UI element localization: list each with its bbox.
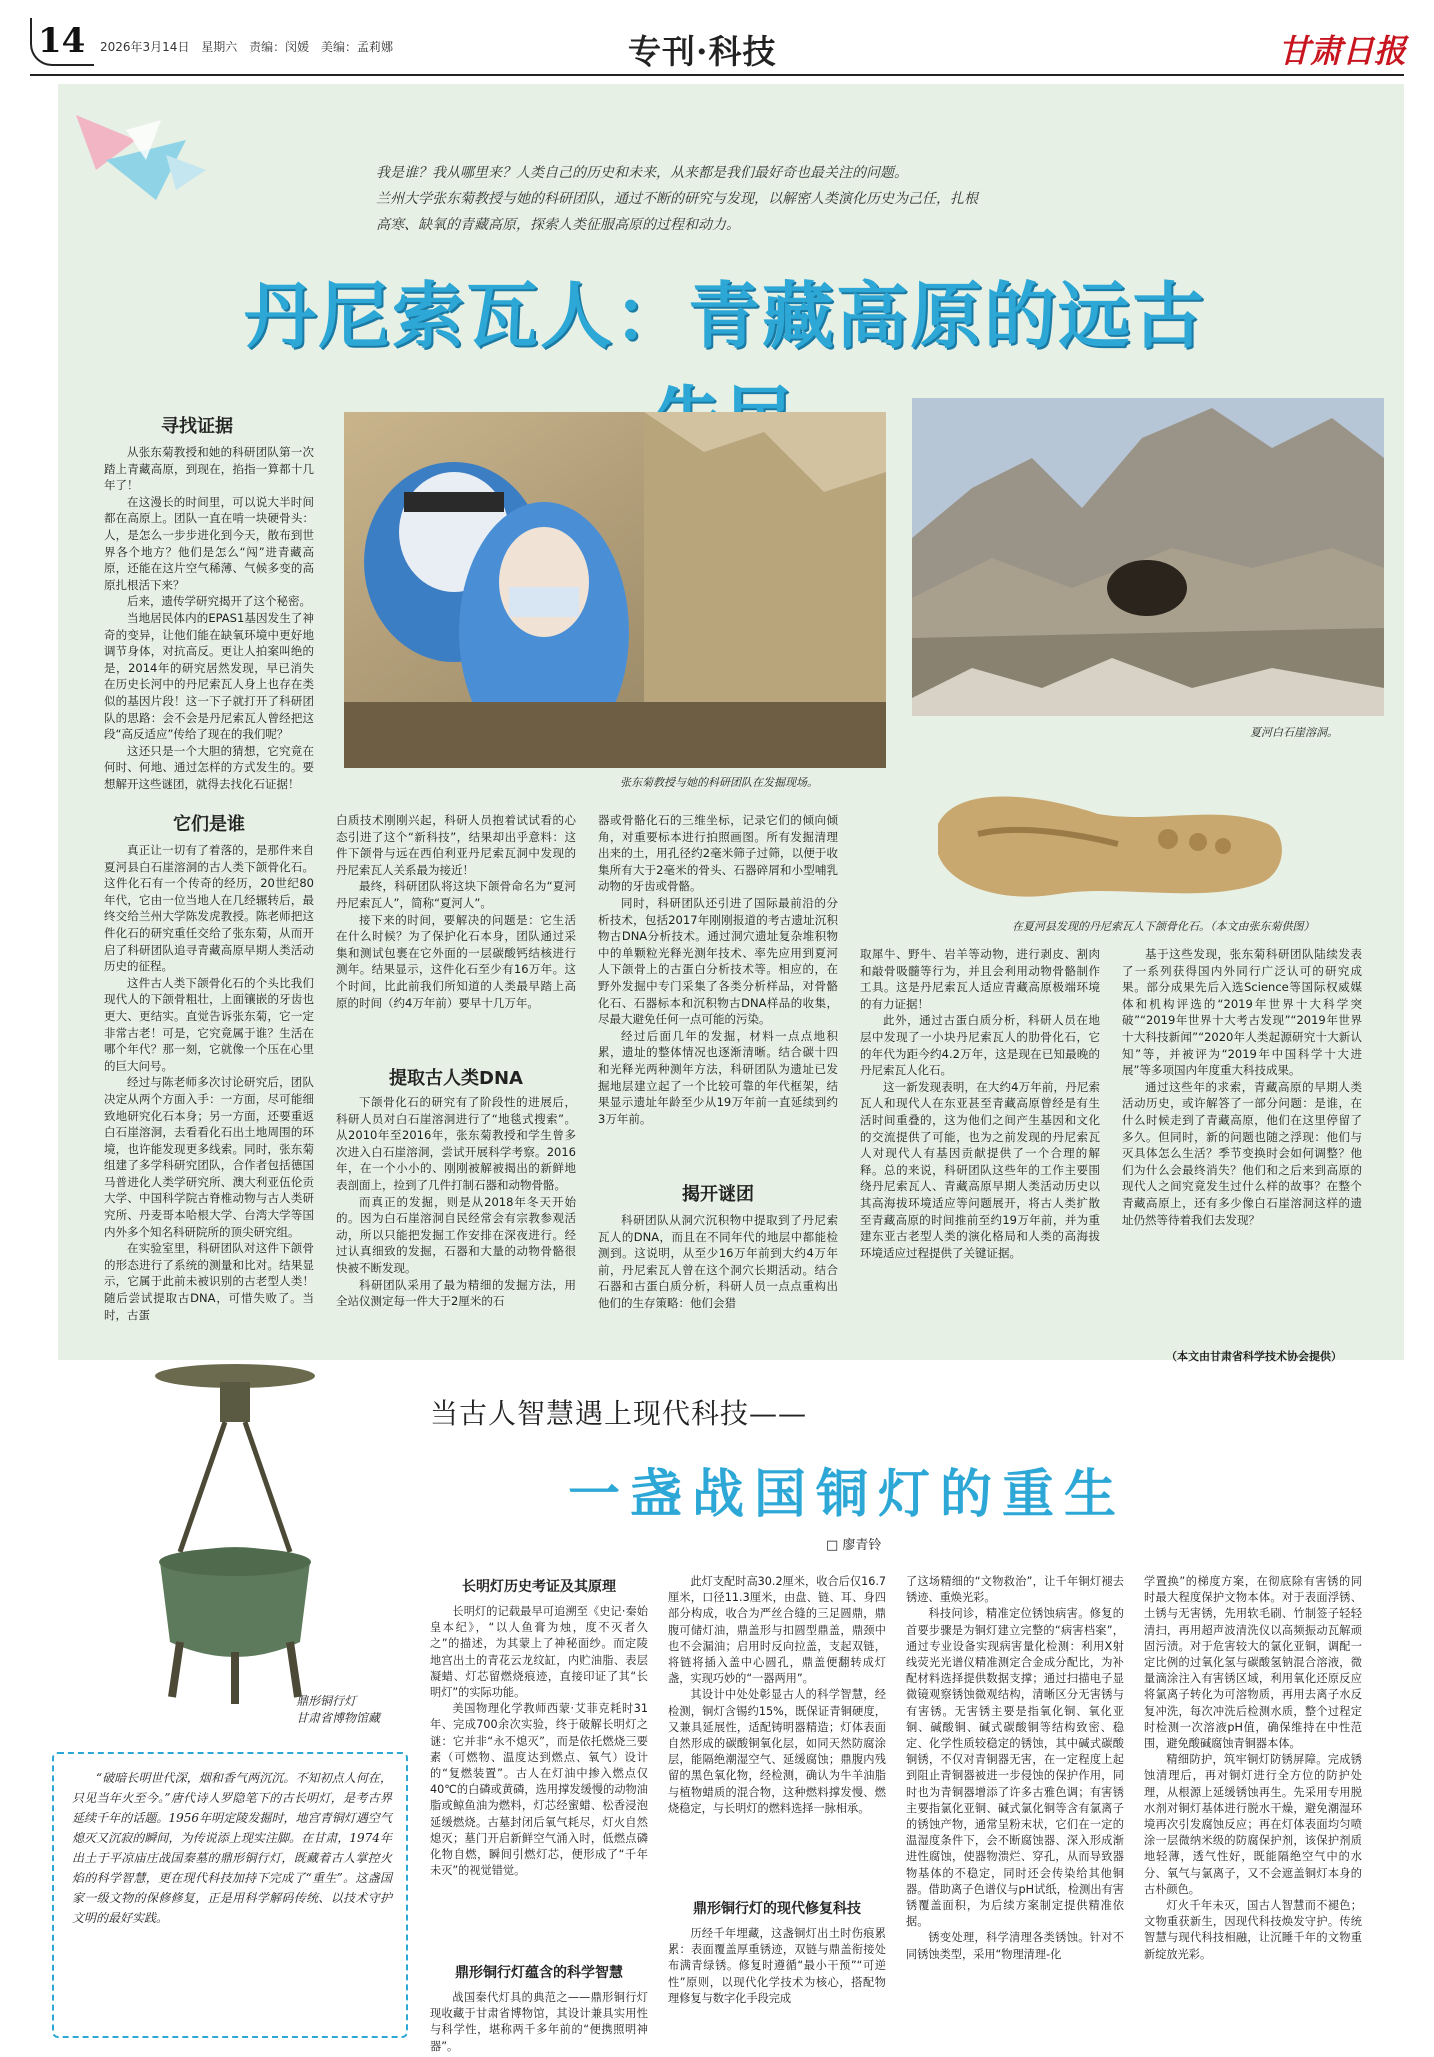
article-column <box>104 842 314 1323</box>
paragraph: 长明灯的记载最早可追溯至《史记·秦始皇本纪》，“以人鱼膏为烛，度不灭者久之”的描述，为其蒙上了神秘面纱。而定陵地宫出土的青花云龙纹缸，内贮油脂、表层凝蜡、灯芯留燃烧痕迹，直接印证了其“长明灯”的实际功能。 <box>430 1605 648 1700</box>
subheading-restoration: 鼎形铜行灯的现代修复科技 <box>693 1901 861 1917</box>
mandible-fossil-image <box>918 764 1298 914</box>
article-column <box>598 1212 838 1312</box>
photo-caption: 夏河白石崖溶洞。 <box>1250 726 1338 739</box>
page-header <box>0 0 1434 70</box>
page-number: 14 <box>30 18 94 66</box>
article-column <box>668 1574 886 1817</box>
paragraph: 同时，科研团队还引进了国际最前沿的分析技术，包括2017年刚刚报道的考古遗址沉积物古DNA分析技术。通过洞穴遗址复杂堆积物中的单颗粒光释光测年技术、率先应用到夏河人下颌骨上的古蛋白分析技术等。相应的，在野外发掘中专门采集了各类分析样品，对骨骼化石、石器标本和沉积物古DNA样品的收集，尽最大避免任何一点可能的污染。 <box>598 895 838 1027</box>
article-kicker: 当古人智慧遇上现代科技—— <box>430 1397 808 1430</box>
paragraph: 接下来的时间，要解决的问题是：它生活在什么时候？为了保护化石本身，团队通过采集和测试包裹在它外面的一层碳酸钙结核进行测年。结果显示，这件化石至少有16万年。这个时间，比此前我们所知道的人类最早踏上高原的时间（约4万年前）要早十几万年。 <box>336 912 576 1010</box>
subheading-who-are-they: 它们是谁 <box>173 814 245 835</box>
paragraph: 科技问诊，精准定位锈蚀病害。修复的首要步骤是为铜灯建立完整的“病害档案”，通过专业设备实现病害量化检测：利用X射线荧光光谱仪精准测定合金成分配比，为补配材料选择提供数据支撑；通过扫描电子显微镜观察锈蚀微观结构，清晰区分无害锈与有害锈。无害锈主要是指氧化铜、氧化亚铜、碱酸铜、碱式碳酸铜等结构致密、稳定、化学性质较稳定的锈蚀，其中碱式碳酸铜锈，不仅对青铜器无害，在一定程度上起到阻止青铜器被进一步侵蚀的保护作用，同时也为青铜器增添了许多古雅色调；有害锈主要指氯化亚铜、碱式氯化铜等含有氯离子的锈蚀产物，通常呈粉末状，它们在一定的温湿度条件下，会不断腐蚀器、深入形成渐进性腐蚀，使器物溃烂、穿孔，从而导致器物基体的不稳定，同时还会传染给其他铜器。借助离子色谱仪与pH试纸，检测出有害锈覆盖面积，为后续方案制定提供精准依据。 <box>906 1607 1124 1929</box>
paragraph: 真正让一切有了着落的，是那件来自夏河县白石崖溶洞的古人类下颌骨化石。这件化石有一个传奇的经历，20世纪80年代，它由一位当地人在几经辗转后，最终交给兰州大学陈发虎教授。陈老师把这件化石的研究重任交给了张东菊，从而开启了科研团队追寻青藏高原早期人类活动历史的征程。 <box>104 843 314 974</box>
excavation-team-photo <box>344 412 886 768</box>
paragraph: 取犀牛、野牛、岩羊等动物，进行剥皮、割肉和敲骨吸髓等行为，并且会利用动物骨骼制作工具。这是丹尼索瓦人适应青藏高原极端环境的有力证据！ <box>860 947 1100 1011</box>
paragraph: 白质技术刚刚兴起，科研人员抱着试试看的心态引进了这个“新科技”，结果却出乎意料：这件下颌骨与远在西伯利亚丹尼索瓦洞中发现的丹尼索瓦人关系最为接近！ <box>336 813 576 877</box>
issue-weekday: 星期六 <box>201 40 238 54</box>
article-column <box>1144 1574 1362 1963</box>
paragraph: 通过这些年的求索，青藏高原的早期人类活动历史，或许解答了一部分问题：是谁，在什么时候走到了青藏高原，他们在这里停留了多久。但同时，新的问题也随之浮现：他们与灭具体怎么生活？季节变换时会如何调整？他们为什么会最终消失？他们和之后来到高原的现代人之间究竟发生过什么样的故事？在整个青藏高原上，还有多少像白石崖溶洞这样的遗址仍然等待着我们去发现？ <box>1122 1079 1362 1227</box>
photo-caption: 张东菊教授与她的科研团队在发掘现场。 <box>620 776 818 789</box>
article-headline: 丹尼索瓦人：青藏高原的远古 <box>243 274 1206 358</box>
subheading-science: 鼎形铜行灯蕴含的科学智慧 <box>455 1965 623 1981</box>
paragraph: 战国秦代灯具的典范之——鼎形铜行灯现收藏于甘肃省博物馆，其设计兼具实用性与科学性，堪称两千多年前的“便携照明神器”。 <box>430 1991 648 2053</box>
article-column <box>104 444 314 792</box>
issue-date: 2026年3月14日 <box>100 40 190 54</box>
article-column <box>336 1094 576 1310</box>
paragraph: 当地居民体内的EPAS1基因发生了神奇的变异，让他们能在缺氧环境中更好地调节身体，对抗高反。更让人拍案叫绝的是，2014年的研究居然发现，早已消失在历史长河中的丹尼索瓦人身上也存在类似的基因片段！这一下子就打开了科研团队的思路：会不会是丹尼索瓦人曾经把这段“高反适应”传给了现在的我们呢？ <box>104 610 314 742</box>
geometric-decoration-icon <box>66 100 216 210</box>
intro-line: 我是谁？我从哪里来？人类自己的历史和未来，从来都是我们最好奇也最关注的问题。 <box>376 165 908 181</box>
issue-info <box>100 38 401 55</box>
header-rule <box>30 74 1404 76</box>
paragraph: 了这场精细的“文物救治”，让千年铜灯褪去锈迹、重焕光彩。 <box>906 1575 1124 1605</box>
paragraph: 学置换”的梯度方案，在彻底除有害锈的同时最大程度保护文物本体。对于表面浮锈、土锈与无害锈，先用软毛刷、竹制签子轻轻清扫，再用超声波清洗仪以高频振动瓦解顽固污渍。对于危害较大的氯化亚铜，调配一定比例的过氧化氢与碳酸氢钠混合溶液，微量滴涂注入有害锈区域，利用氧化还原反应将氯离子转化为可溶物质，再用去离子水反复冲洗，每次冲洗后检测水质，整个过程定时检测一次溶液pH值，确保维持在中性范围，避免酸碱腐蚀青铜器本体。 <box>1144 1575 1362 1751</box>
paragraph: 下颌骨化石的研究有了阶段性的进展后，科研人员对白石崖溶洞进行了“地毯式搜索”。从2010年至2016年，张东菊教授和学生曾多次进入白石崖溶洞，尝试开展科学考察。2016年，在一个小小的、刚刚被解被揭出的新鲜地表剖面上，捡到了几件打制石器和动物骨骼。 <box>336 1095 576 1192</box>
section-title: 专刊·科技 <box>628 32 777 71</box>
paragraph: 器或骨骼化石的三维坐标，记录它们的倾向倾角，对重要标本进行拍照画图。所有发掘清理出来的土，用孔径约2毫米筛子过筛，以便于收集所有大于2毫米的骨头、石器碎屑和小型哺乳动物的牙齿或骨骼。 <box>598 813 838 894</box>
paragraph: 灯火千年未灭，国古人智慧而不褪色；文物重获新生，因现代科技焕发守护。传统智慧与现代科技相融，让沉睡千年的文物重新绽放光彩。 <box>1144 1899 1362 1961</box>
article-column <box>598 812 838 1127</box>
article-column <box>1122 946 1362 1228</box>
article-column <box>430 1604 648 1879</box>
paragraph: 其设计中处处彰显古人的科学智慧，经检测，铜灯含锡约15%，既保证青铜硬度，又兼具延展性，适配铸明器精造；灯体表面自然形成的碳酸铜氧化层，如同天然防腐涂层，能隔绝潮湿空气、延缓腐蚀；鼎腹内残留的黑色氧化物，经检测，确认为牛羊油脂与植物蜡质的混合物，这种燃料撑发慢、燃烧稳定，与长明灯的燃料选择一脉相承。 <box>668 1688 886 1815</box>
photo-caption: 在夏河县发现的丹尼索瓦人下颌骨化石。（本文由张东菊供图） <box>1012 920 1315 933</box>
paragraph: 历经千年埋藏，这盏铜灯出土时伤痕累累：表面覆盖厚重锈迹，双链与鼎盖衔接处布满青绿锈。修复时遵循“最小干预”“可逆性”原则，以现代化学技术为核心，搭配物理修复与数字化手段完成 <box>668 1927 886 2005</box>
paragraph: 在实验室里，科研团队对这件下颌骨的形态进行了系统的测量和比对。结果显示，它属于此前未被识别的古老型人类！随后尝试提取古DNA，可惜失败了。当时，古蛋 <box>104 1241 314 1322</box>
caption-line: 鼎形铜行灯 <box>296 1694 357 1708</box>
article-author: □ 廖青铃 <box>826 1538 882 1553</box>
paragraph: 从张东菊教授和她的科研团队第一次踏上青藏高原，到现在，掐指一算都十几年了！ <box>104 445 314 493</box>
article-column <box>430 1990 648 2055</box>
paragraph: 美国物理化学教师西蒙·艾菲克耗时31年、完成700余次实验，终于破解长明灯之谜：它并非“永不熄灭”，而是依托燃烧三要素（可燃物、温度达到燃点、氧气）设计的“复燃装置”。古人在灯油中掺入燃点仅40℃的白磷或黄磷，选用撑发缓慢的动物油脂或鲸鱼油为燃料，灯芯经蜜蜡、松香浸泡延缓燃烧。古墓封闭后氧气耗尽，灯火自然熄灭；墓门开启新鲜空气涌入时，低燃点磷化物自燃，瞬间引燃灯芯，便形成了“千年未灭”的视觉错觉。 <box>430 1702 648 1878</box>
article-column <box>906 1574 1124 1963</box>
quote-text: “破暗长明世代深，烟和香气两沉沉。不知初点人何在，只见当年火至今。”唐代诗人罗隐笔下的古长明灯，是考古界延续千年的话题。1956年明定陵发掘时，地宫青铜灯遇空气熄灭又沉寂的瞬间，为传说添上现实注脚。在甘肃，1974年出土于平凉庙庄战国秦墓的鼎形铜行灯，既藏着古人掌控火焰的科学智慧，更在现代科技加持下完成了“重生”。这盏国家一级文物的保修修复，正是用科学解码传统、以技术守护文明的最好实践。 <box>72 1771 392 1925</box>
paragraph: 而真正的发掘，则是从2018年冬天开始的。因为白石崖溶洞自民经常会有宗教参观活动，所以只能把发掘工作安排在深夜进行。经过认真细致的发掘，石器和大量的动物骨骼很快被不断发现。 <box>336 1194 576 1275</box>
subheading-finding-evidence: 寻找证据 <box>161 416 233 437</box>
article-column <box>336 812 576 1011</box>
article-intro <box>376 160 1076 238</box>
paragraph: 在这漫长的时间里，可以说大半时间都在高原上。团队一直在啃一块硬骨头：人，是怎么一步步进化到今天，散布到世界各个地方？他们是怎么“闯”进青藏高原，还能在这片空气稀薄、气候多变的高原扎根活下来？ <box>104 494 314 592</box>
paragraph: 经过后面几年的发掘，材料一点点地积累，遗址的整体情况也逐渐清晰。结合碳十四和光释光两种测年方法，科研团队为遗址已发掘地层建立起了一个比较可靠的年代框架，结果显示遗址年龄至少从19万年前一直延续到约3万年前。 <box>598 1028 838 1126</box>
paragraph: 此外，通过古蛋白质分析，科研人员在地层中发现了一小块丹尼索瓦人的肋骨化石，它的年代为距今约4.2万年，这是现在已知最晚的丹尼索瓦人化石。 <box>860 1013 1100 1078</box>
paragraph: 此灯支配时高30.2厘米，收合后仅16.7厘米，口径11.3厘米，由盘、链、耳、身四部分构成，收合为严丝合缝的三足圆鼎，鼎腹可储灯油，鼎盖形与扣圆型鼎盖，鼎颈中也不会漏油；启用时反向拉盖，支起双链，将链将插入盖中心圆孔，鼎盖便翻转成灯盏，实现巧妙的“一器两用”。 <box>668 1575 886 1686</box>
paragraph: 精细防护，筑牢铜灯防锈屏障。完成锈蚀清理后，再对铜灯进行全方位的防护处理，从根源上延缓锈蚀再生。先采用专用脱水剂对铜灯基体进行脱水干燥，避免潮湿环境再次引发腐蚀反应；再在灯体表面均匀喷涂一层微纳米级的防腐保护剂，该保护剂质地轻薄，透气性好，既能隔绝空气中的水分、氧气与氯离子，又不会遮盖铜灯本身的古朴颜色。 <box>1144 1753 1362 1896</box>
editor-credit: 责编：闵媛 <box>249 40 310 54</box>
subheading-history: 长明灯历史考证及其原理 <box>462 1579 616 1595</box>
designer-credit: 美编：孟莉娜 <box>320 40 393 54</box>
subheading-extract-dna: 提取古人类DNA <box>389 1068 523 1089</box>
paragraph: 这件古人类下颌骨化石的个头比我们现代人的下颌骨粗壮，上面镶嵌的牙齿也更大、更结实。直觉告诉张东菊，它一定非常古老！可是，它究竟属于谁？生活在哪个年代？那一刻，它就像一个压在心里的巨大问号。 <box>104 975 314 1073</box>
intro-line: 兰州大学张东菊教授与她的科研团队，通过不断的研究与发现，以解密人类演化历史为己任，扎根 <box>376 191 978 207</box>
paragraph: 锈变处理，科学清理各类锈蚀。针对不同锈蚀类型，采用“物理清理-化 <box>906 1931 1124 1961</box>
article-column <box>860 946 1100 1261</box>
subheading-solve-mystery: 揭开谜团 <box>682 1184 754 1205</box>
intro-line: 高寒、缺氧的青藏高原，探索人类征服高原的过程和动力。 <box>376 217 740 233</box>
newspaper-logo: 甘肃日报 <box>1278 32 1407 70</box>
article-column <box>668 1926 886 2007</box>
lead-quote-box <box>52 1752 408 2038</box>
paragraph: 后来，遗传学研究揭开了这个秘密。 <box>127 594 311 609</box>
caption-line: 甘肃省博物馆藏 <box>296 1711 381 1725</box>
paragraph: 经过与陈老师多次讨论研究后，团队决定从两个方面入手：一方面，尽可能细致地研究化石本身；另一方面，还要重返白石崖溶洞，去看看化石出土地周围的环境，也许能发现更多线索。同时，张东菊组建了多学科研究团队，合作者包括德国马普进化人类学研究所、澳大利亚伍伦贡大学、中国科学院古脊椎动物与古人类研究所、丹麦哥本哈根大学、台湾大学等国内外多个知名科研院所的顶尖研究组。 <box>104 1075 314 1239</box>
paragraph: 最终，科研团队将这块下颌骨命名为“夏河丹尼索瓦人”，简称“夏河人”。 <box>336 879 576 910</box>
paragraph: 科研团队采用了最为精细的发掘方法，用全站仪测定每一件大于2厘米的石 <box>336 1277 576 1309</box>
paragraph: 基于这些发现，张东菊科研团队陆续发表了一系列获得国内外同行广泛认可的研究成果。部分成果先后入选Science等国际权威媒体和机构评选的“2019年世界十大科学突破”“2019年世界十大考古发现”“2019年世界十大科技新闻”“2020年人类起源研究十大新认知”等，并被评为“2019年中国科学十大进展”等多项国内年度重大科技成果。 <box>1122 947 1362 1078</box>
bronze-lamp-image <box>120 1352 350 1712</box>
paragraph: 科研团队从洞穴沉积物中提取到了丹尼索瓦人的DNA，而且在不同年代的地层中都能检测到。这说明，从至少16万年前到大约4万年前，丹尼索瓦人曾在这个洞穴长期活动。结合石器和古蛋白质分析，科研人员一点点重构出他们的生存策略：他们会猎 <box>598 1213 838 1310</box>
paragraph: 这一新发现表明，在大约4万年前，丹尼索瓦人和现代人在东亚甚至青藏高原曾经是有生活时间重叠的，这为他们之间产生基因和文化的交流提供了可能，也为之前发现的丹尼索瓦人对现代人有基因贡献提供了一个合理的解释。总的来说，科研团队这些年的工作主要围绕丹尼索瓦人、青藏高原早期人类活动历史以其高海拔环境适应等问题展开，将古人类扩散至青藏高原的时间推前至约19万年前，并为重建东亚古老型人类的演化格局和人类的高海拔环境适应过程提供了关键证据。 <box>860 1079 1100 1260</box>
article-headline: 一盏战国铜灯的重生 <box>568 1464 1127 1525</box>
article-credit: （本文由甘肃省科学技术协会提供） <box>1166 1350 1342 1363</box>
lamp-caption <box>296 1692 380 1726</box>
cave-photo <box>912 398 1384 716</box>
paragraph: 这还只是一个大胆的猜想，它究竟在何时、何地、通过怎样的方式发生的。要想解开这些谜团，就得去找化石证据！ <box>104 743 314 791</box>
